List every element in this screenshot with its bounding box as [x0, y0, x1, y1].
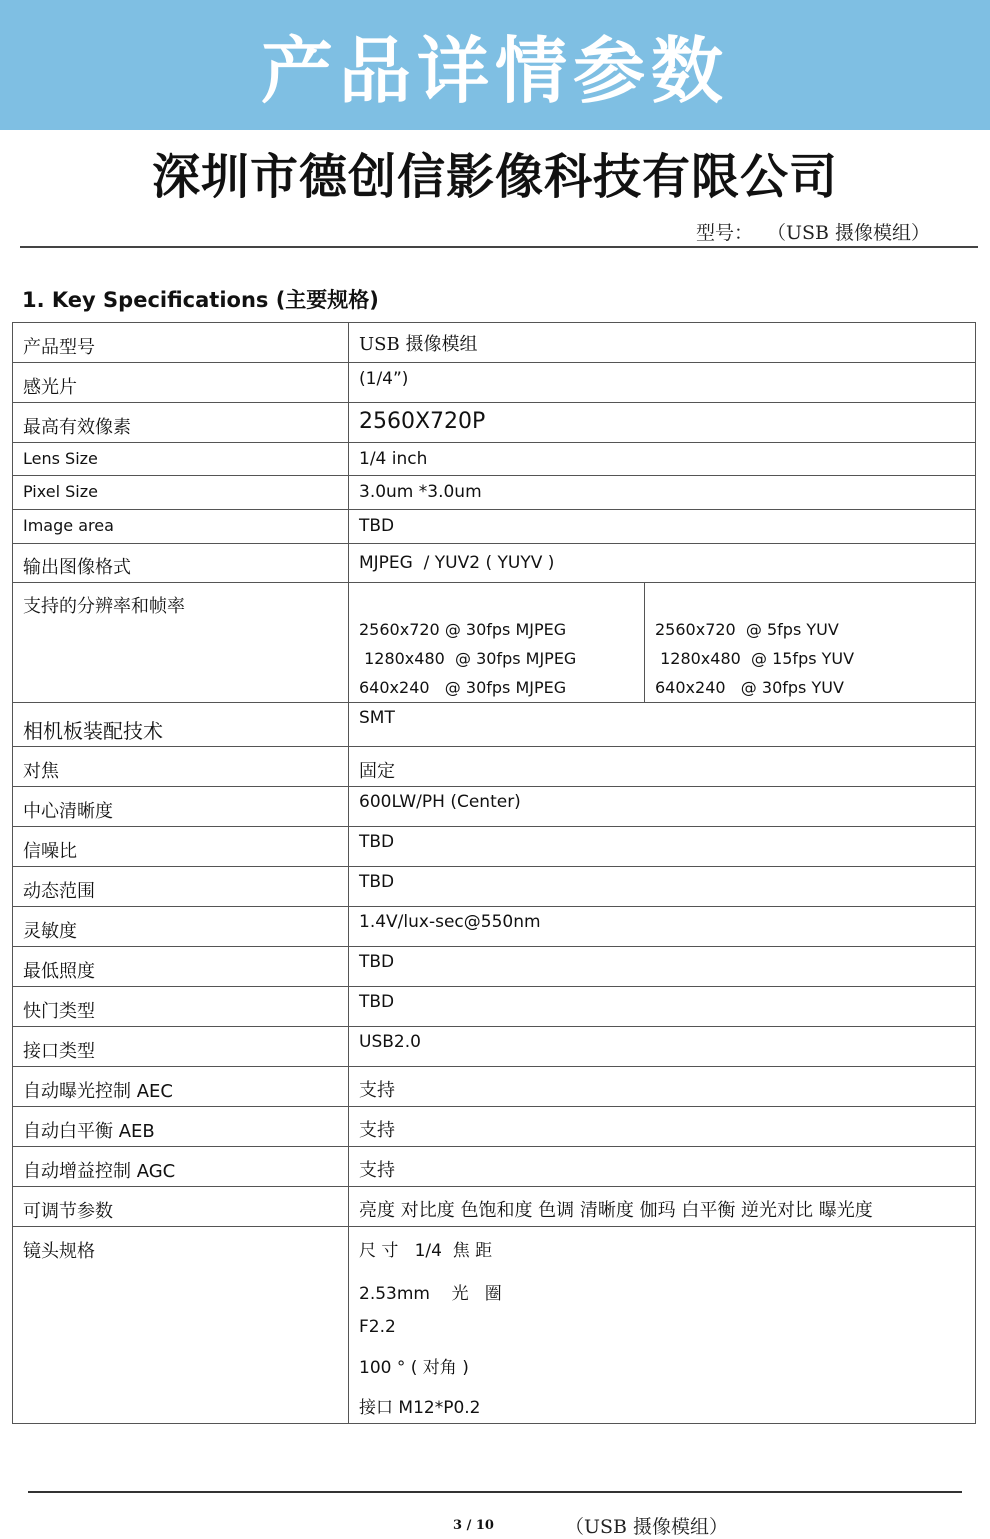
table-row	[13, 867, 976, 907]
resolution-cell	[349, 583, 976, 703]
spec-label: 中心清晰度	[13, 787, 349, 827]
model-line	[696, 218, 930, 245]
table-row	[13, 827, 976, 867]
spec-label: 相机板装配技术	[13, 703, 349, 747]
spec-value: USB2.0	[349, 1027, 976, 1067]
list-item: 1280x480 @ 15fps YUV	[655, 649, 855, 668]
lens-spec-line: 接口 M12*P0.2	[359, 1398, 481, 1418]
spec-value: 支持	[349, 1107, 976, 1147]
table-row	[13, 1067, 976, 1107]
footer-divider	[28, 1491, 962, 1493]
spec-value: 3.0um *3.0um	[349, 476, 976, 510]
spec-table	[12, 322, 976, 1424]
spec-value: SMT	[349, 703, 976, 747]
spec-value: 支持	[349, 1067, 976, 1107]
table-row	[13, 510, 976, 544]
table-row	[13, 403, 976, 443]
lens-spec-line: 尺 寸 1/4 焦 距	[359, 1241, 493, 1261]
spec-label: 灵敏度	[13, 907, 349, 947]
spec-label: 动态范围	[13, 867, 349, 907]
spec-label: 自动增益控制 AGC	[13, 1147, 349, 1187]
spec-value: 亮度 对比度 色饱和度 色调 清晰度 伽玛 白平衡 逆光对比 曝光度	[349, 1187, 976, 1227]
spec-label: Image area	[13, 510, 349, 544]
table-row	[13, 1107, 976, 1147]
table-row	[13, 947, 976, 987]
spec-label: 信噪比	[13, 827, 349, 867]
spec-value: TBD	[349, 987, 976, 1027]
table-row	[13, 363, 976, 403]
spec-label: 对焦	[13, 747, 349, 787]
banner-title: 产品详情参数	[260, 29, 729, 113]
spec-value: TBD	[349, 510, 976, 544]
yuv-resolution-list	[645, 583, 854, 702]
model-label: 型号：	[695, 222, 753, 244]
spec-label: 支持的分辨率和帧率	[13, 583, 349, 703]
lens-spec-line: F2.2	[359, 1317, 396, 1337]
mjpeg-resolution-list	[359, 583, 645, 702]
page-number: 3 / 10	[453, 1518, 494, 1533]
list-item: 640x240 @ 30fps MJPEG	[359, 678, 567, 697]
table-row	[13, 323, 976, 363]
lens-spec-line: 100 ° ( 对角 )	[359, 1358, 469, 1378]
spec-label: Lens Size	[13, 443, 349, 476]
footer-model: （USB 摄像模组）	[565, 1516, 729, 1538]
list-item: 2560x720 @ 30fps MJPEG	[359, 620, 567, 639]
spec-label: Pixel Size	[13, 476, 349, 510]
table-row	[13, 476, 976, 510]
lens-spec-line: 2.53mm 光 圈	[359, 1284, 502, 1304]
spec-value: 1/4 inch	[349, 443, 976, 476]
table-row	[13, 787, 976, 827]
spec-label: 产品型号	[13, 323, 349, 363]
spec-label: 镜头规格	[13, 1227, 349, 1424]
spec-label: 接口类型	[13, 1027, 349, 1067]
spec-value: 2560X720P	[349, 403, 976, 443]
spec-label: 感光片	[13, 363, 349, 403]
spec-value: 1.4V/lux-sec@550nm	[349, 907, 976, 947]
header-divider	[20, 246, 978, 248]
spec-value: 600LW/PH (Center)	[349, 787, 976, 827]
section-title: 1. Key Specifications (主要规格)	[22, 288, 379, 312]
spec-label: 自动白平衡 AEB	[13, 1107, 349, 1147]
table-row	[13, 583, 976, 703]
spec-label: 快门类型	[13, 987, 349, 1027]
table-row	[13, 1227, 976, 1424]
spec-label: 可调节参数	[13, 1187, 349, 1227]
spec-value: TBD	[349, 947, 976, 987]
table-row	[13, 443, 976, 476]
spec-value: 支持	[349, 1147, 976, 1187]
list-item: 640x240 @ 30fps YUV	[655, 678, 844, 697]
spec-label: 输出图像格式	[13, 544, 349, 583]
spec-value: (1/4”)	[349, 363, 976, 403]
table-row	[13, 747, 976, 787]
spec-value: USB 摄像模组	[349, 323, 976, 363]
spec-label: 自动曝光控制 AEC	[13, 1067, 349, 1107]
list-item: 1280x480 @ 30fps MJPEG	[359, 649, 577, 668]
spec-value: 固定	[349, 747, 976, 787]
company-name: 深圳市德创信影像科技有限公司	[151, 149, 838, 205]
spec-value: TBD	[349, 827, 976, 867]
model-value: （USB 摄像模组）	[766, 222, 930, 244]
table-row	[13, 1027, 976, 1067]
table-row	[13, 544, 976, 583]
table-row	[13, 1187, 976, 1227]
table-row	[13, 703, 976, 747]
lens-spec-cell	[349, 1227, 976, 1424]
header-banner	[0, 0, 990, 130]
table-row	[13, 1147, 976, 1187]
spec-value: MJPEG / YUV2 ( YUYV )	[349, 544, 976, 583]
spec-value: TBD	[349, 867, 976, 907]
table-row	[13, 907, 976, 947]
spec-label: 最高有效像素	[13, 403, 349, 443]
table-row	[13, 987, 976, 1027]
spec-label: 最低照度	[13, 947, 349, 987]
list-item: 2560x720 @ 5fps YUV	[655, 620, 839, 639]
